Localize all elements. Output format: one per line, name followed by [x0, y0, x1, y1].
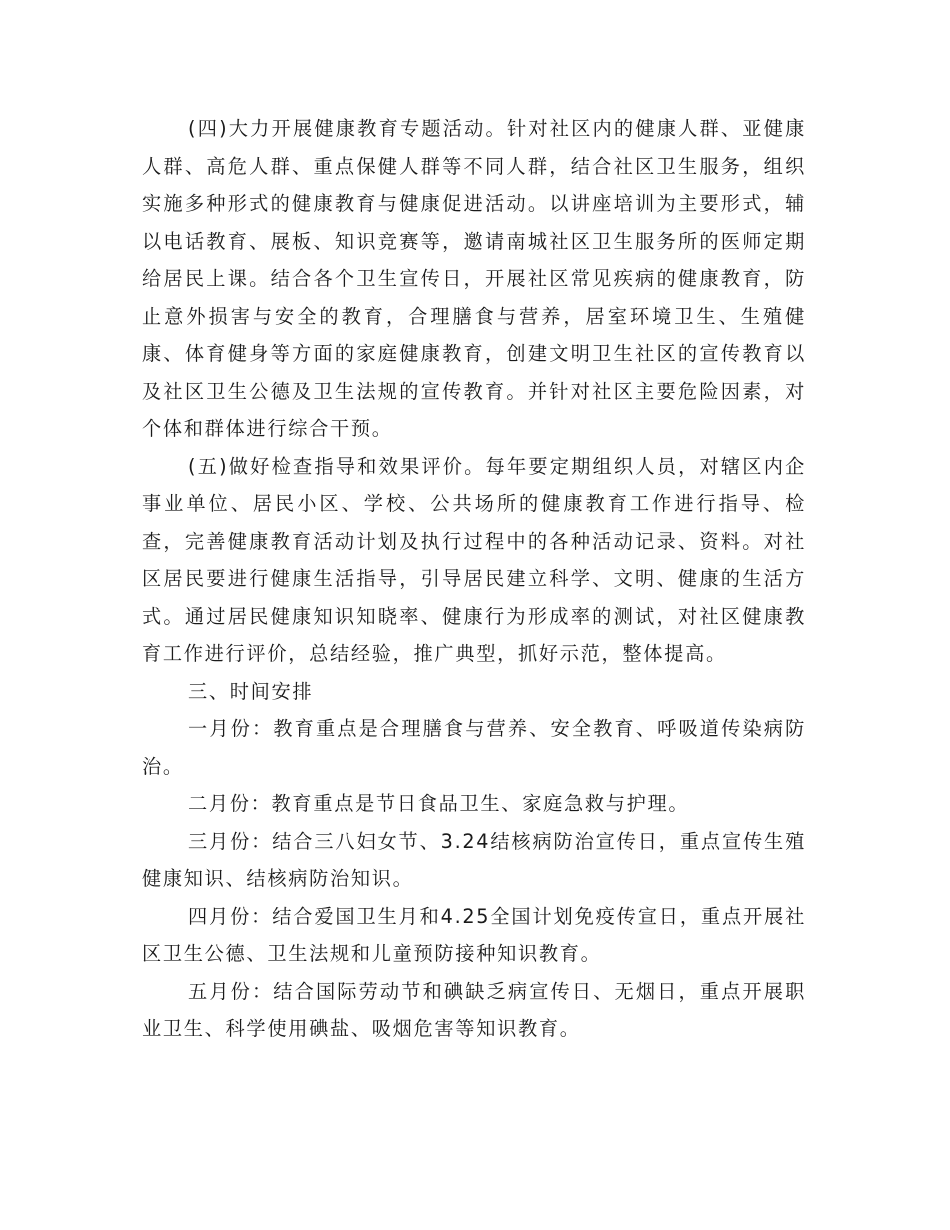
paragraph-february: 二月份：教育重点是节日食品卫生、家庭急救与护理。: [188, 792, 690, 815]
section-heading-schedule: 三、时间安排: [188, 679, 314, 703]
paragraph-inspection-evaluation: (五)做好检查指导和效果评价。每年要定期组织人员，对辖区内企事业单位、居民小区、学校、公共场所的健康教育工作进行指导、检查，完善健康教育活动计划及执行过程中的各种活动记录、资料。对社区居民要进行健康生活指导，引导居民建立科学、文明、健康的生活方式。通过居民健康知识知晓率、健康行为形成率的测试，对社区健康教育工作进行评价，总结经验，推广典型，抓好示范，整体提高。: [142, 454, 806, 665]
paragraph-april: 四月份：结合爱国卫生月和4.25全国计划免疫传宣日，重点开展社区卫生公德、卫生法规和儿童预防接种知识教育。: [142, 904, 806, 965]
document-body: [142, 110, 806, 1048]
paragraph-may: 五月份：结合国际劳动节和碘缺乏病宣传日、无烟日，重点开展职业卫生、科学使用碘盐、吸烟危害等知识教育。: [142, 979, 806, 1040]
paragraph-health-education-activities: (四)大力开展健康教育专题活动。针对社区内的健康人群、亚健康人群、高危人群、重点保健人群等不同人群，结合社区卫生服务，组织实施多种形式的健康教育与健康促进活动。以讲座培训为主要形式，辅以电话教育、展板、知识竞赛等，邀请南城社区卫生服务所的医师定期给居民上课。结合各个卫生宣传日，开展社区常见疾病的健康教育，防止意外损害与安全的教育，合理膳食与营养，居室环境卫生、生殖健康、体育健身等方面的家庭健康教育，创建文明卫生社区的宣传教育以及社区卫生公德及卫生法规的宣传教育。并针对社区主要危险因素，对个体和群体进行综合干预。: [142, 117, 806, 440]
paragraph-january: 一月份：教育重点是合理膳食与营养、安全教育、呼吸道传染病防治。: [142, 717, 806, 778]
paragraph-march: 三月份：结合三八妇女节、3.24结核病防治宣传日，重点宣传生殖健康知识、结核病防治知识。: [142, 829, 806, 890]
